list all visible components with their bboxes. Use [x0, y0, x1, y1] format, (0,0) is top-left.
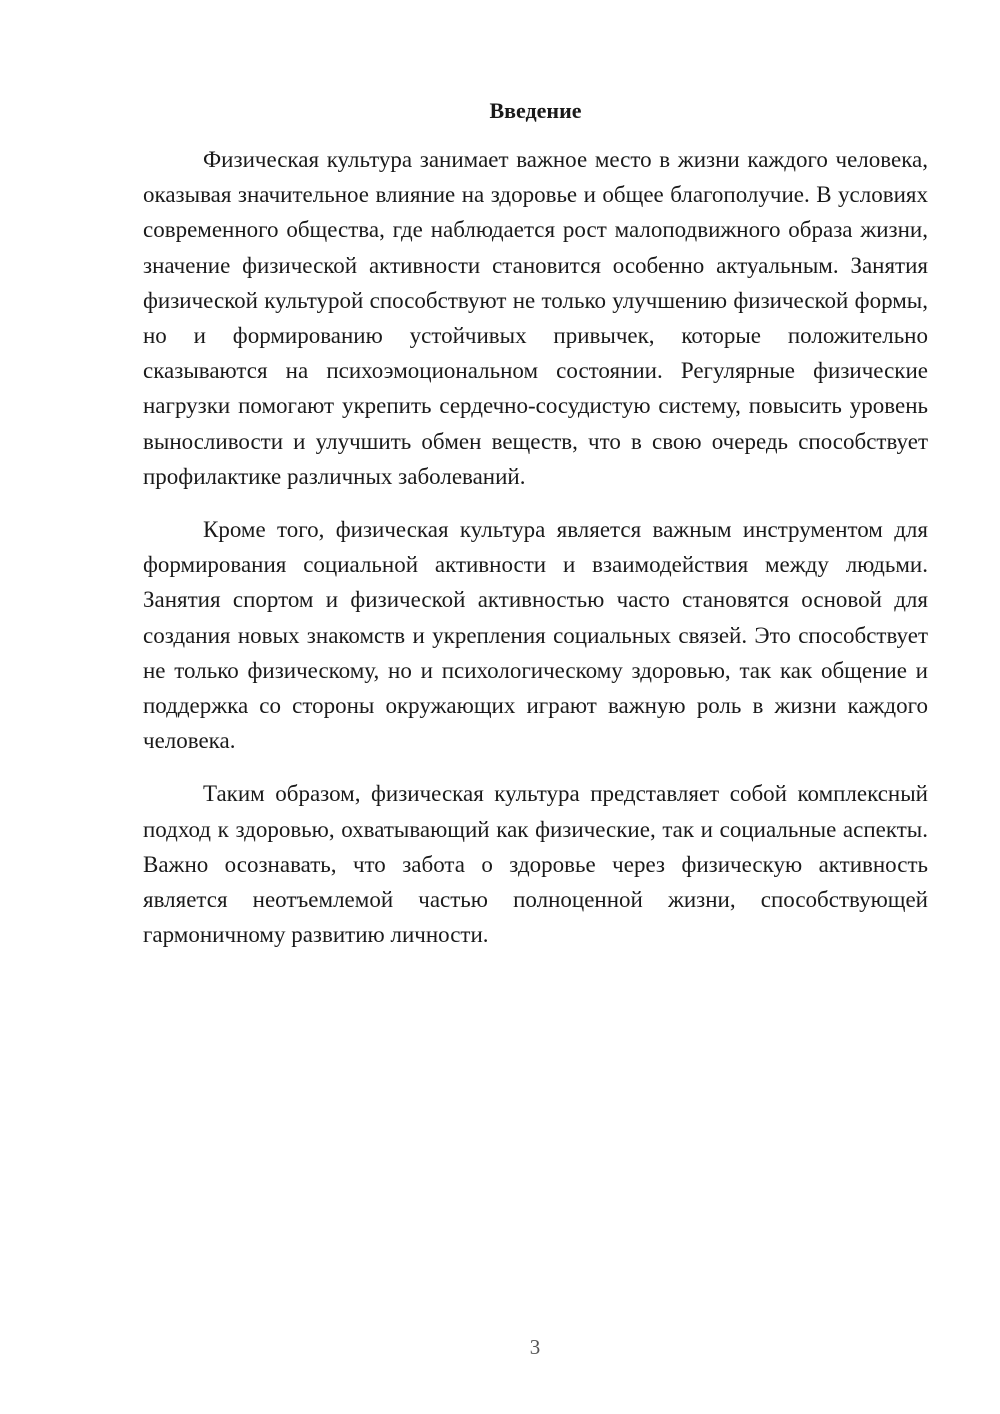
paragraph-2: Кроме того, физическая культура является важным инструментом для формирования социальной активности и взаимодействия между людьми. Занятия спортом и физической активностью часто становятся основой для создания новых знакомств и укрепления социальных связей. Это способствует не только физическому, но и психологическому здоровью, так как общение и поддержка со стороны окружающих играют важную роль в жизни каждого человека. — [143, 517, 928, 754]
page-heading: Введение — [489, 98, 582, 123]
document-body — [143, 142, 928, 952]
paragraph-1: Физическая культура занимает важное место в жизни каждого человека, оказывая значительное влияние на здоровье и общее благополучие. В условиях современного общества, где наблюдается рост малоподвижного образа жизни, значение физической активности становится особенно актуальным. Занятия физической культурой способствуют не только улучшению физической формы, но и формированию устойчивых привычек, которые положительно сказываются на психоэмоциональном состоянии. Регулярные физические нагрузки помогают укрепить сердечно-сосудистую систему, повысить уровень выносливости и улучшить обмен веществ, что в свою очередь способствует профилактике различных заболеваний. — [143, 147, 928, 489]
paragraph-3: Таким образом, физическая культура представляет собой комплексный подход к здоровью, охватывающий как физические, так и социальные аспекты. Важно осознавать, что забота о здоровье через физическую активность является неотъемлемой частью полноценной жизни, способствующей гармоничному развитию личности. — [143, 781, 928, 948]
page-number: 3 — [529, 1335, 541, 1359]
